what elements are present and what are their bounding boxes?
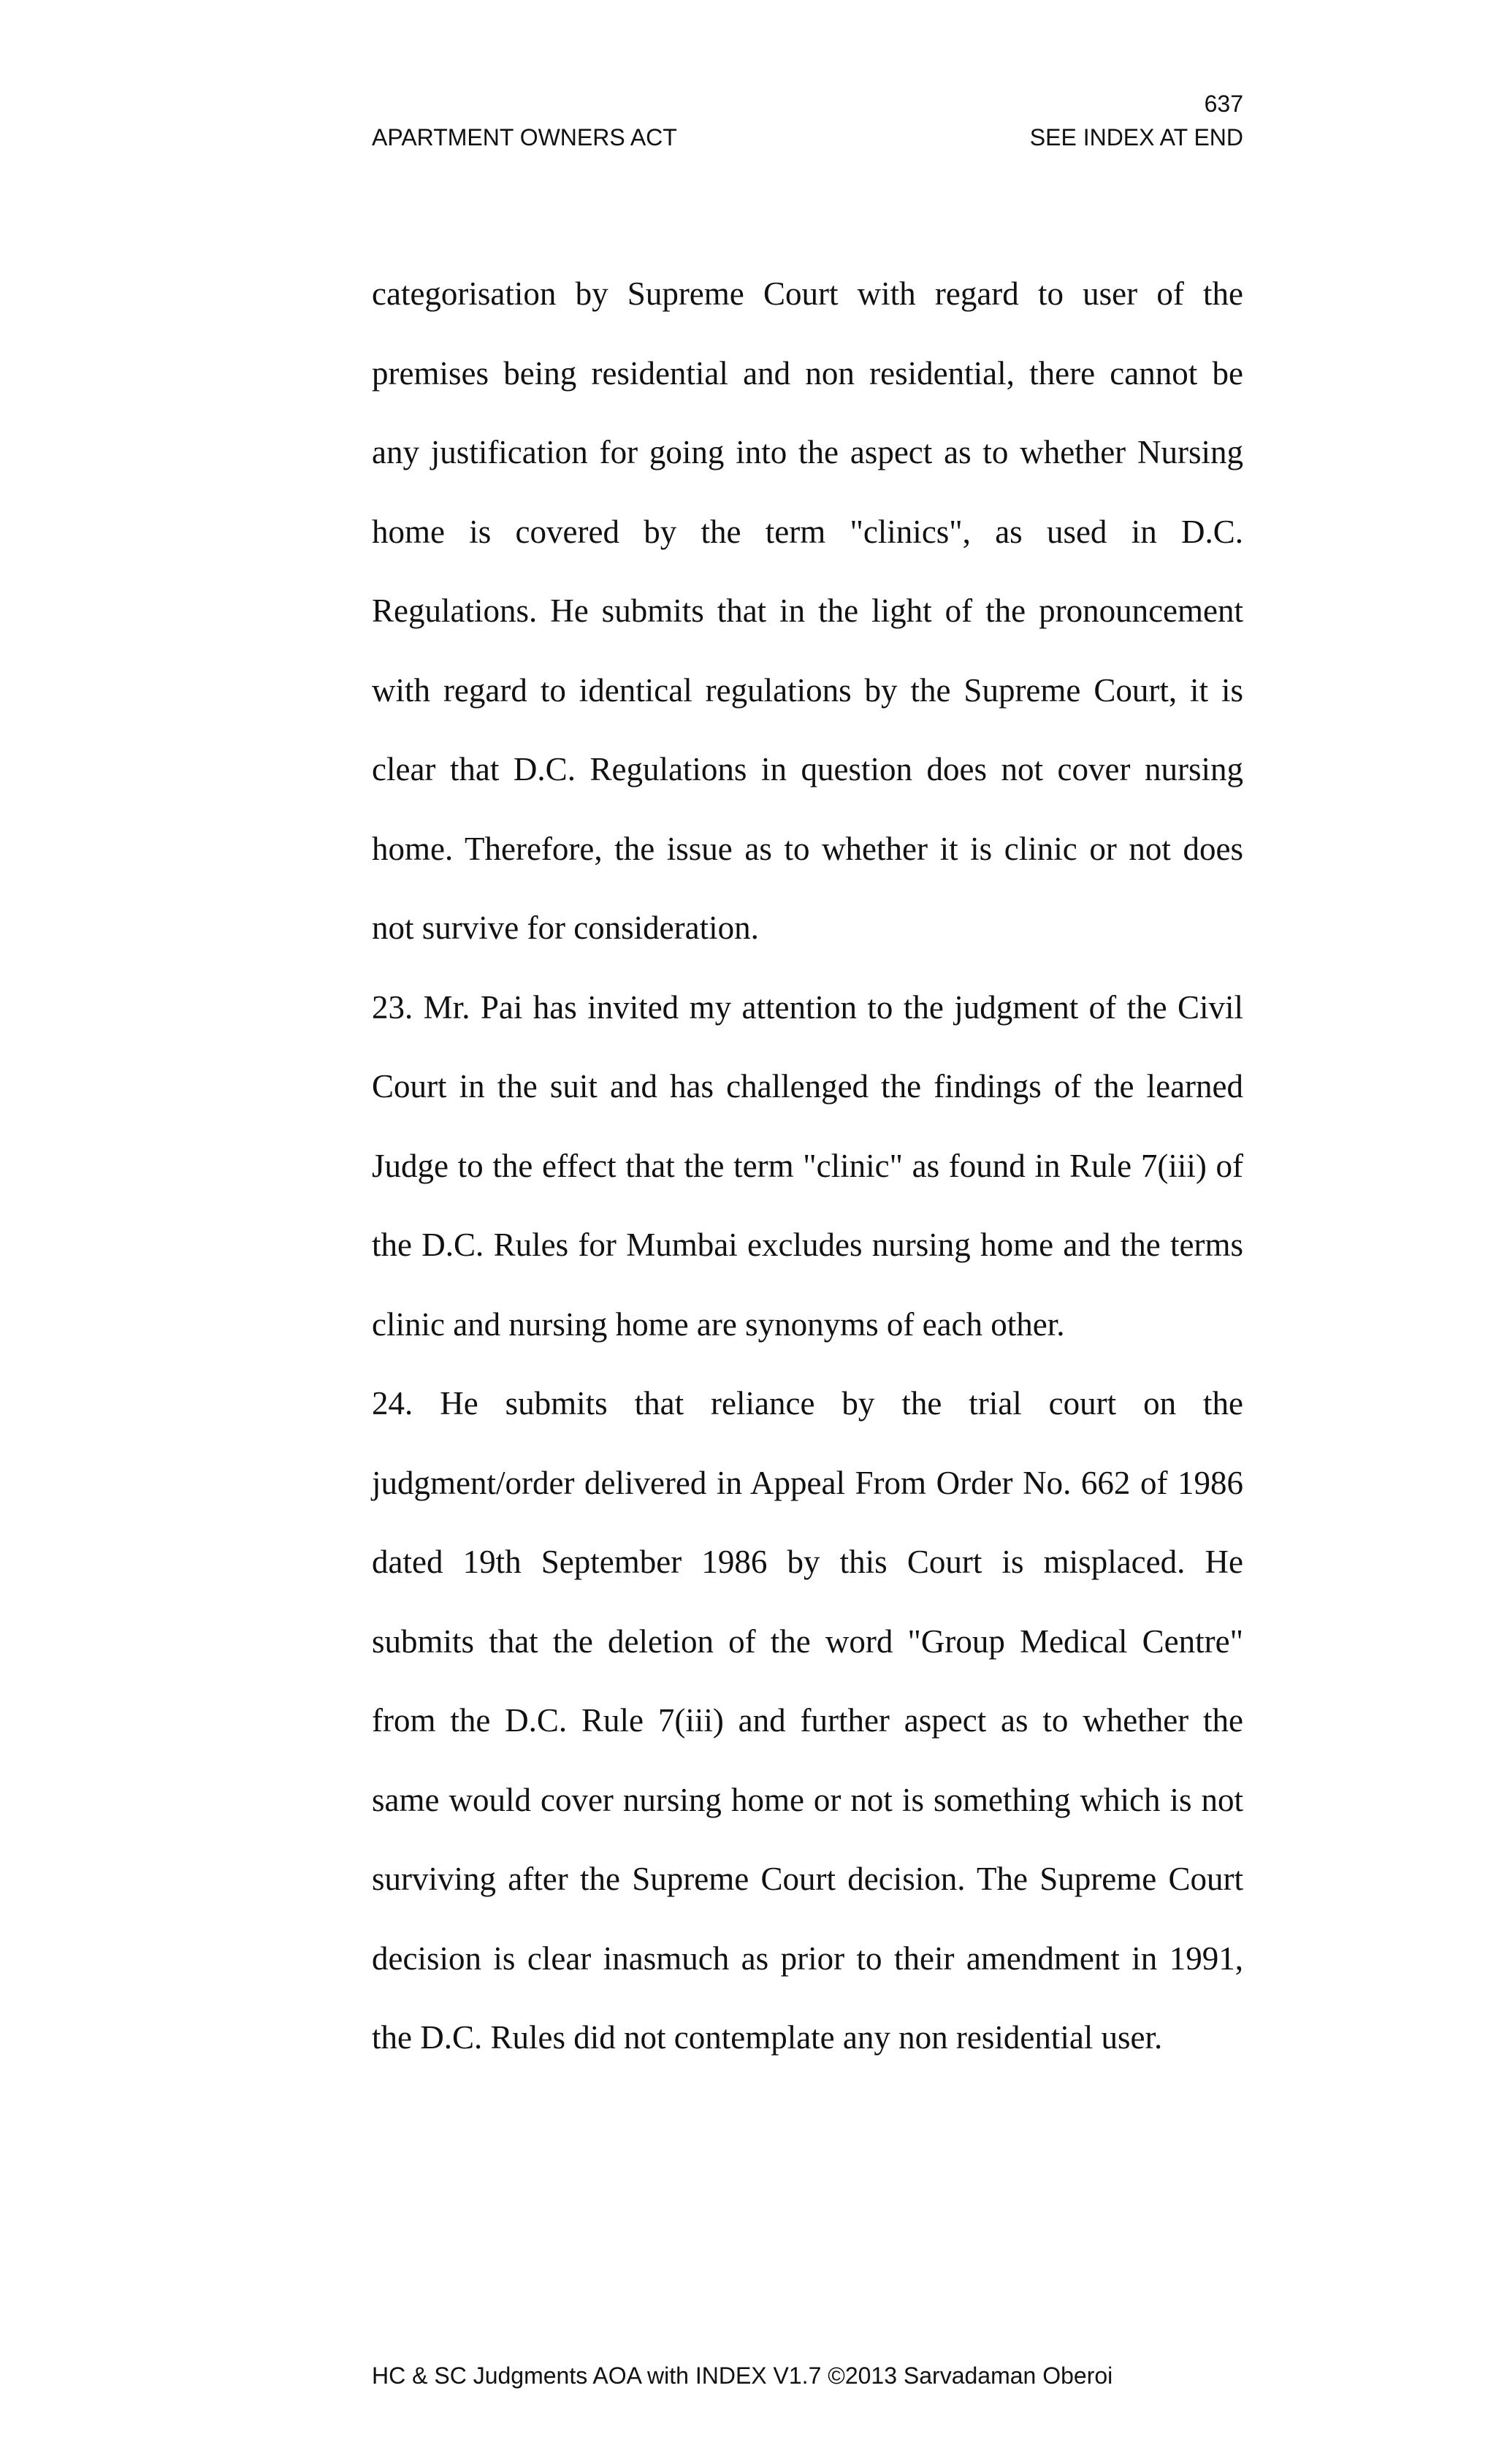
running-header-index-note: SEE INDEX AT END <box>1029 124 1243 150</box>
paragraph-continued: categorisation by Supreme Court with regard to user of the premises being residential and non residential, there cannot be any justification for going into the aspect as to whether Nursing home is covered by the term "clinics", as used in D.C. Regulations. He submits that in the light of the pronouncement with regard to identical regulations by the Supreme Court, it is clear that D.C. Regulations in question does not cover nursing home. Therefore, the issue as to whether it is clinic or not does not survive for consideration. <box>372 275 1243 946</box>
judgment-body <box>372 254 1243 2078</box>
running-header-title: APARTMENT OWNERS ACT <box>372 124 677 150</box>
paragraph-24: 24. He submits that reliance by the trial court on the judgment/order delivered in Appeal From Order No. 662 of 1986 dated 19th September 1986 by this Court is misplaced. He submits that the deletion of the word "Group Medical Centre" from the D.C. Rule 7(iii) and further aspect as to whether the same would cover nursing home or not is something which is not surviving after the Supreme Court decision. The Supreme Court decision is clear inasmuch as prior to their amendment in 1991, the D.C. Rules did not contemplate any non residential user. <box>372 1385 1243 2056</box>
page-footer: HC & SC Judgments AOA with INDEX V1.7 ©2013 Sarvadaman Oberoi <box>372 2362 1113 2389</box>
page-number: 637 <box>1204 91 1243 117</box>
paragraph-23: 23. Mr. Pai has invited my attention to the judgment of the Civil Court in the suit and has challenged the findings of the learned Judge to the effect that the term "clinic" as found in Rule 7(iii) of the D.C. Rules for Mumbai excludes nursing home and the terms clinic and nursing home are synonyms of each other. <box>372 988 1243 1343</box>
